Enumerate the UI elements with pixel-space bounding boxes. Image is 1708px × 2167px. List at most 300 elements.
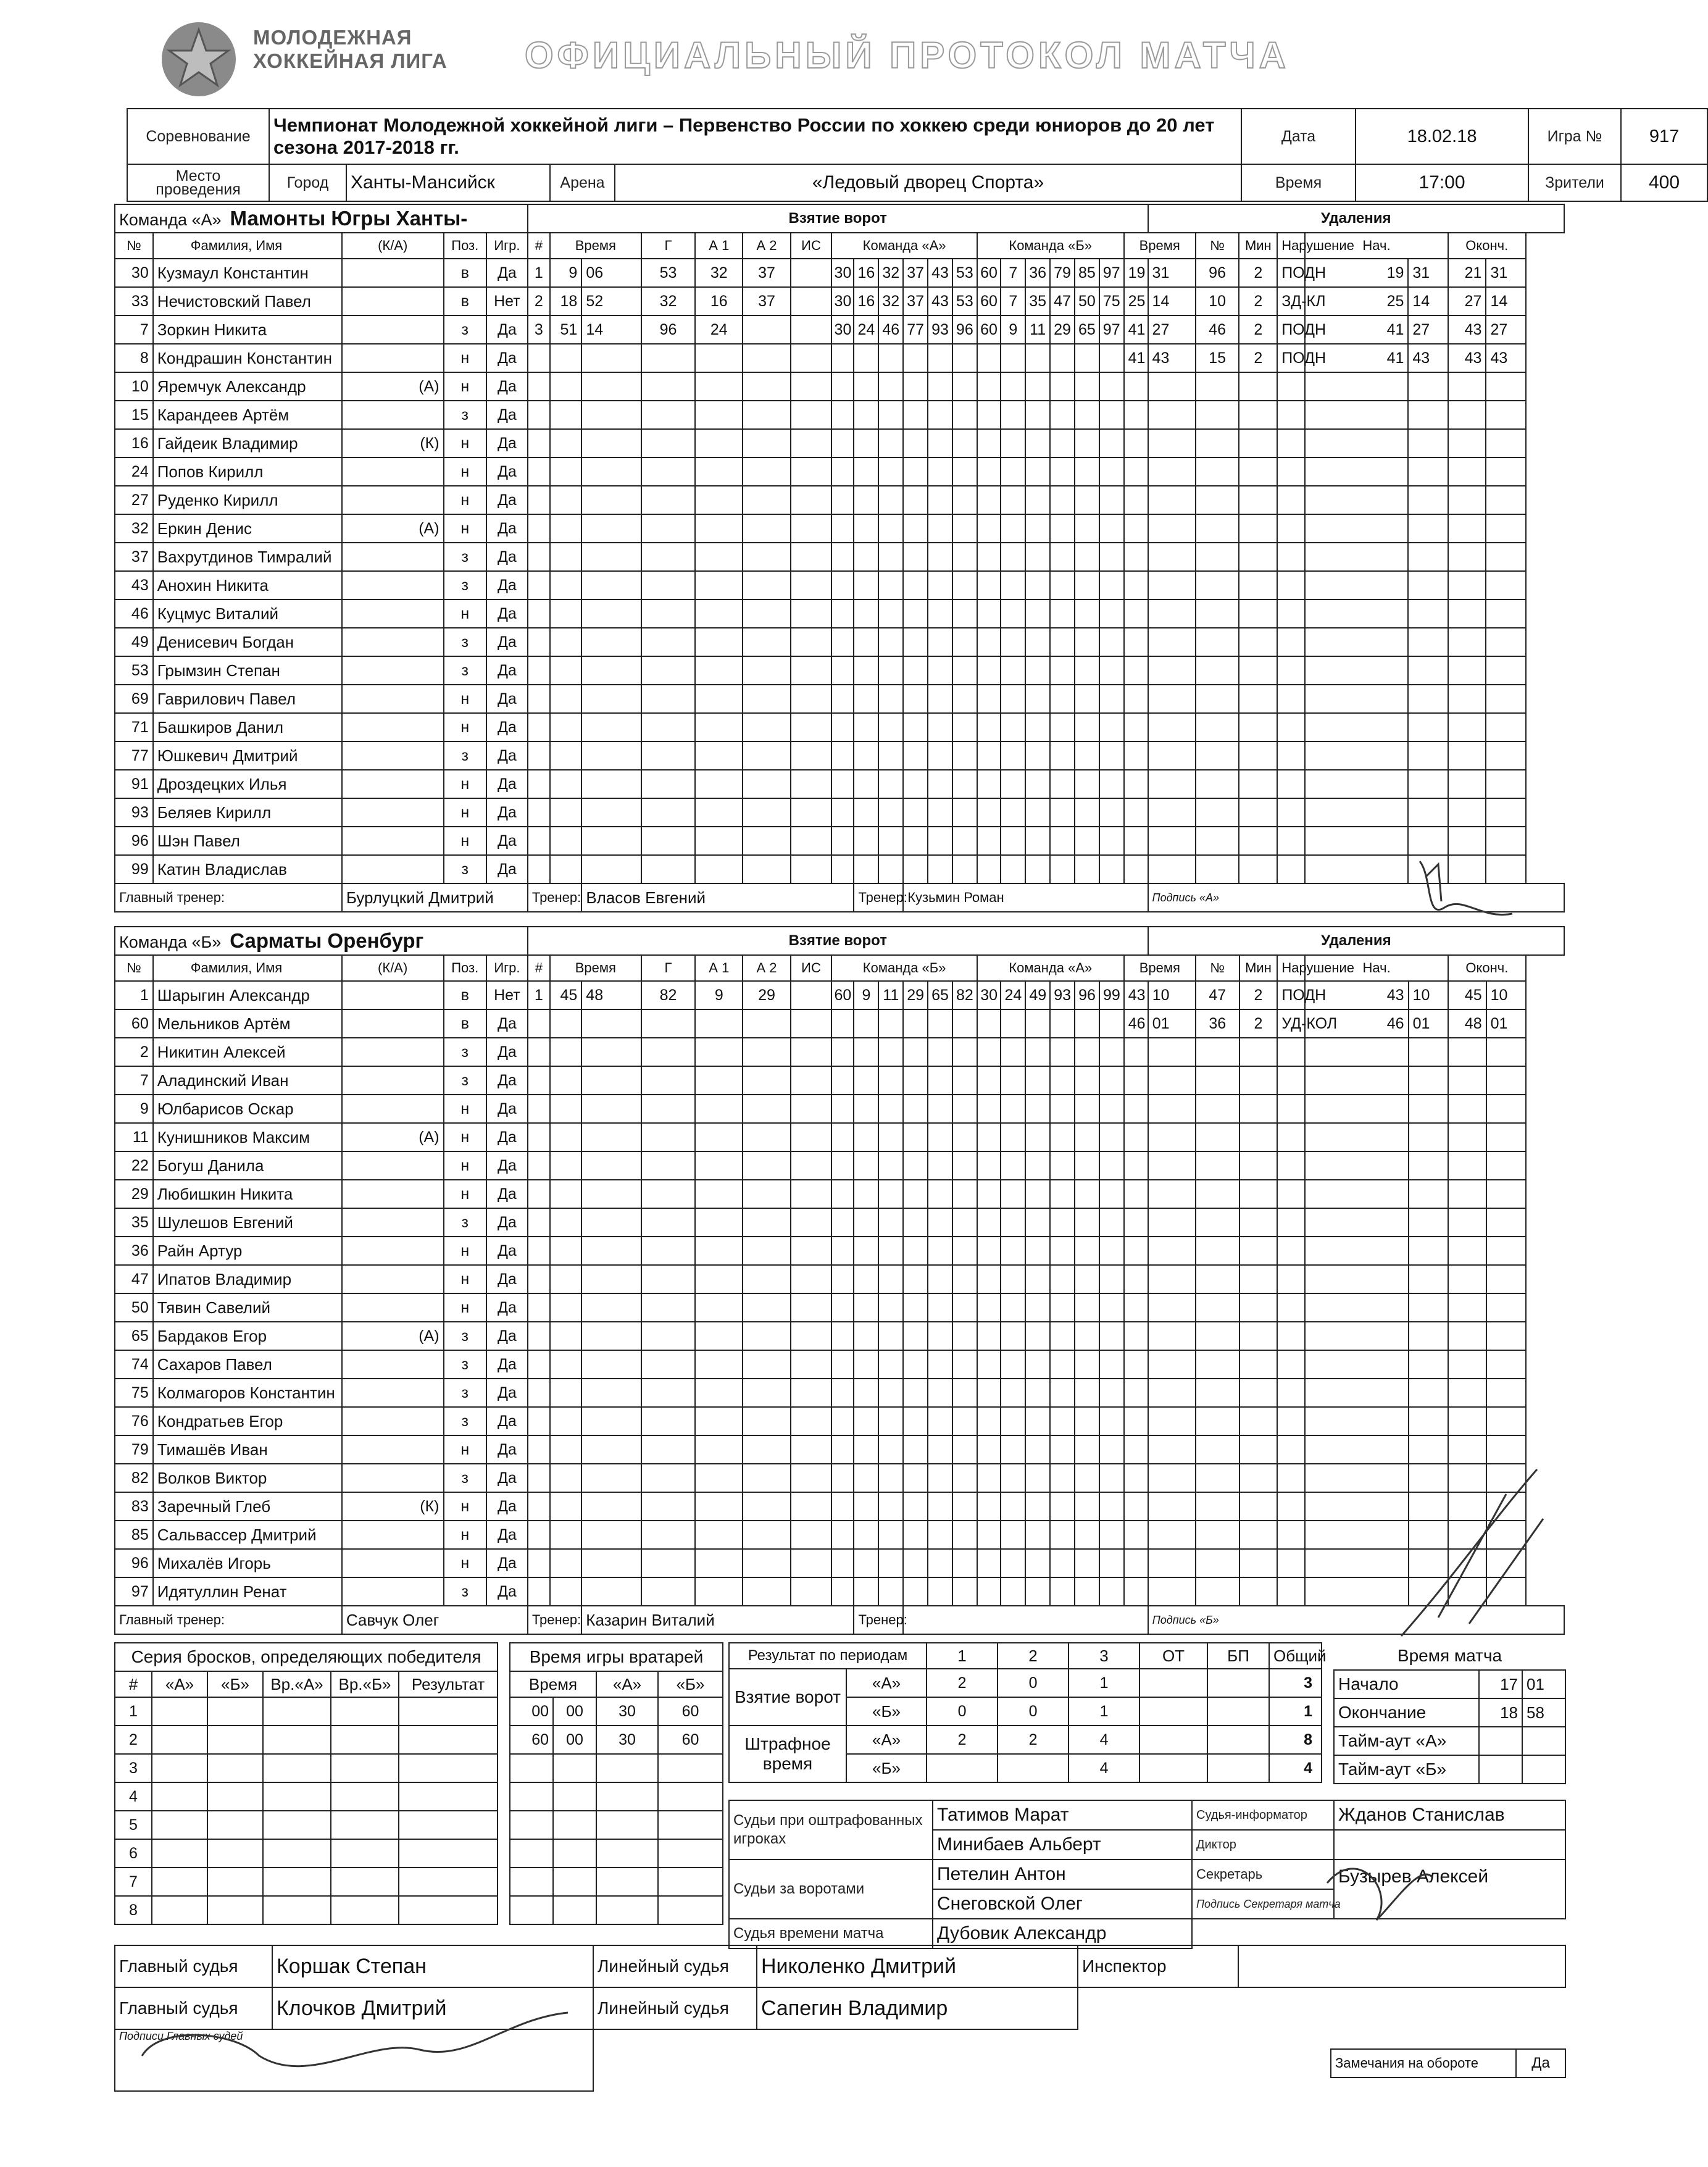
goalie-col-a: «А»: [596, 1671, 658, 1697]
period-col-header: Общий: [1269, 1643, 1322, 1669]
player-role: [342, 571, 444, 599]
player-position: н: [444, 1095, 486, 1123]
shootout-title: Серия бросков, определяющих победителя: [115, 1643, 498, 1671]
player-name: Кузмаул Константин: [153, 259, 342, 287]
coach-1-value: Власов Евгений: [581, 883, 854, 912]
shootout-row-number: 3: [115, 1754, 152, 1782]
secretary-signature-label: Подпись Секретаря матча: [1192, 1889, 1334, 1919]
shootout-col-header: «Б»: [207, 1671, 263, 1697]
venue-label: Место проведения: [127, 164, 269, 201]
player-position: з: [444, 1350, 486, 1379]
period-row: [729, 1726, 1322, 1754]
remarks-value: Да: [1516, 2049, 1565, 2077]
player-position: н: [444, 1492, 486, 1521]
player-position: н: [444, 770, 486, 798]
player-number: 96: [115, 827, 153, 855]
player-role: [342, 1549, 444, 1577]
head-coach-label: Главный тренер:: [115, 1606, 342, 1634]
player-name: Любишкин Никита: [153, 1180, 342, 1208]
period-row-label: Взятие ворот: [729, 1669, 846, 1726]
player-row: [115, 1435, 1564, 1464]
period-value: [927, 1754, 998, 1782]
period-row-label: Штрафное время: [729, 1726, 846, 1782]
player-role: [342, 401, 444, 429]
player-name: Шарыгин Александр: [153, 981, 342, 1009]
penalty-violation: ПОДН: [1277, 344, 1305, 372]
timeout-b-label: Тайм-аут «Б»: [1334, 1755, 1479, 1784]
goalie-time-table: [509, 1642, 723, 1925]
timeout-a-label: Тайм-аут «А»: [1334, 1727, 1479, 1755]
column-header: №: [115, 233, 153, 259]
player-name: Руденко Кирилл: [153, 486, 342, 514]
player-name: Катин Владислав: [153, 855, 342, 883]
penalty-start-second: 14: [1408, 287, 1448, 315]
player-name: Беляев Кирилл: [153, 798, 342, 827]
penalty-start-minute: 41: [1305, 315, 1408, 344]
period-value: [1207, 1726, 1269, 1754]
player-played: Да: [486, 798, 528, 827]
shootout-row: [115, 1896, 498, 1924]
shootout-row: [115, 1754, 498, 1782]
on-ice-player: 53: [952, 259, 977, 287]
shootout-col-header: Вр.«А»: [263, 1671, 331, 1697]
player-role: [342, 1180, 444, 1208]
penalty-violation: ПОДН: [1277, 315, 1305, 344]
player-played: Да: [486, 1350, 528, 1379]
goalie-second: 00: [553, 1697, 596, 1726]
goals-title: Взятие ворот: [528, 204, 1148, 233]
column-header: Команда «А»: [977, 955, 1124, 981]
period-col-header: 2: [998, 1643, 1069, 1669]
penalty-judges-label: Судьи при оштрафованных игроках: [729, 1800, 933, 1860]
player-role: (А): [342, 372, 444, 401]
player-role: [342, 599, 444, 628]
player-row: [115, 1293, 1564, 1322]
player-played: Да: [486, 429, 528, 457]
player-role: [342, 741, 444, 770]
player-position: в: [444, 259, 486, 287]
column-header: А 1: [695, 955, 743, 981]
goalie-row: [510, 1896, 723, 1924]
player-played: Да: [486, 741, 528, 770]
goalie-minute: 00: [510, 1697, 553, 1726]
player-position: н: [444, 1293, 486, 1322]
arena-label: Арена: [550, 164, 615, 201]
penalty-second: 31: [1148, 259, 1196, 287]
penalty-end-minute: 48: [1448, 1009, 1486, 1038]
goal-second: 48: [581, 981, 641, 1009]
match-end-label: Окончание: [1334, 1698, 1479, 1727]
player-name: Яремчук Александр: [153, 372, 342, 401]
on-ice-player: 37: [903, 259, 928, 287]
period-col-header: 3: [1069, 1643, 1139, 1669]
on-ice-player: 43: [928, 287, 952, 315]
player-role: (А): [342, 514, 444, 543]
penalty-violation: ПОДН: [1277, 981, 1305, 1009]
player-number: 69: [115, 685, 153, 713]
player-row: [115, 457, 1564, 486]
on-ice-player: 30: [831, 287, 854, 315]
penalties-title: Удаления: [1148, 927, 1564, 955]
player-row: [115, 713, 1564, 741]
period-value: [1207, 1697, 1269, 1726]
player-played: Да: [486, 1151, 528, 1180]
goal-scorer: 32: [641, 287, 695, 315]
period-value: [1139, 1669, 1207, 1697]
player-name: Сахаров Павел: [153, 1350, 342, 1379]
player-played: Да: [486, 1095, 528, 1123]
penalty-start-minute: 46: [1305, 1009, 1408, 1038]
player-row: [115, 1322, 1564, 1350]
city-label: Город: [269, 164, 346, 201]
match-time-title: Время матча: [1397, 1646, 1502, 1665]
player-role: [342, 1577, 444, 1606]
goal-assist-2: [743, 315, 790, 344]
goal-assist-2: 37: [743, 259, 790, 287]
penalty-start-minute: 43: [1305, 981, 1408, 1009]
goalie-row: [510, 1697, 723, 1726]
player-row: [115, 628, 1564, 656]
team-signature-label: Подпись «А»: [1148, 883, 1564, 912]
shootout-row-number: 6: [115, 1839, 152, 1868]
shootout-row: [115, 1782, 498, 1811]
player-position: н: [444, 1151, 486, 1180]
player-played: Да: [486, 543, 528, 571]
penalty-player: 36: [1196, 1009, 1239, 1038]
player-number: 75: [115, 1379, 153, 1407]
player-played: Да: [486, 827, 528, 855]
opp-on-ice-player: 60: [977, 287, 1001, 315]
player-number: 37: [115, 543, 153, 571]
player-number: 36: [115, 1237, 153, 1265]
player-role: [342, 685, 444, 713]
player-role: [342, 1464, 444, 1492]
goalie-col-b: «Б»: [658, 1671, 723, 1697]
goal-assist-2: 29: [743, 981, 790, 1009]
penalty-second: 27: [1148, 315, 1196, 344]
column-header: (К/А): [342, 233, 444, 259]
player-role: [342, 259, 444, 287]
player-name: Шулешов Евгений: [153, 1208, 342, 1237]
referee-signature-label: Подписи Главных судей: [115, 2029, 593, 2091]
player-played: Нет: [486, 981, 528, 1009]
player-played: Да: [486, 1379, 528, 1407]
column-header: А 1: [695, 233, 743, 259]
column-header: Команда «А»: [831, 233, 977, 259]
on-ice-player: 16: [854, 259, 878, 287]
shootout-col-header: «А»: [152, 1671, 207, 1697]
player-role: [342, 1379, 444, 1407]
column-header: Оконч.: [1448, 233, 1526, 259]
game-number-label: Игра №: [1528, 109, 1621, 164]
period-value: 4: [1269, 1754, 1322, 1782]
player-row: [115, 1237, 1564, 1265]
column-header: Игр.: [486, 955, 528, 981]
goalie-title: Время игры вратарей: [510, 1643, 723, 1671]
penalty-second: 43: [1148, 344, 1196, 372]
goal-minute: 9: [550, 259, 581, 287]
player-position: з: [444, 741, 486, 770]
player-number: 7: [115, 315, 153, 344]
remarks-table: [1330, 2048, 1566, 2078]
column-header: Мин: [1239, 955, 1278, 981]
match-start-minute: 01: [1522, 1670, 1565, 1698]
player-number: 96: [115, 1549, 153, 1577]
period-value: 1: [1069, 1697, 1139, 1726]
penalty-start-second: 27: [1408, 315, 1448, 344]
opp-on-ice-player: 30: [977, 981, 1001, 1009]
team-label: [115, 927, 444, 955]
opp-on-ice-player: 47: [1050, 287, 1075, 315]
player-position: н: [444, 514, 486, 543]
player-played: Да: [486, 628, 528, 656]
player-name: Тимашёв Иван: [153, 1435, 342, 1464]
player-number: 60: [115, 1009, 153, 1038]
column-header: А 2: [743, 233, 790, 259]
column-header: ИС: [791, 233, 832, 259]
goalie-col-time: Время: [510, 1671, 596, 1697]
column-header: Игр.: [486, 233, 528, 259]
column-header: Команда «Б»: [831, 955, 977, 981]
opp-on-ice-player: 65: [1075, 315, 1099, 344]
shootout-row: [115, 1726, 498, 1754]
player-position: н: [444, 1180, 486, 1208]
player-number: 7: [115, 1066, 153, 1095]
player-played: Да: [486, 1265, 528, 1293]
penalty-end-second: 14: [1486, 287, 1525, 315]
player-role: [342, 1066, 444, 1095]
shootout-row: [115, 1811, 498, 1839]
goal-judge-2: Снеговской Олег: [933, 1889, 1192, 1919]
player-role: [342, 1435, 444, 1464]
player-row: [115, 287, 1564, 315]
penalty-length: 2: [1239, 287, 1277, 315]
coach-2-value: [903, 1606, 1148, 1634]
player-row: [115, 401, 1564, 429]
player-number: 15: [115, 401, 153, 429]
player-name: Куцмус Виталий: [153, 599, 342, 628]
player-played: Да: [486, 855, 528, 883]
penalty-minute: 25: [1124, 287, 1148, 315]
player-name: Гайдеик Владимир: [153, 429, 342, 457]
date-value: 18.02.18: [1356, 109, 1528, 164]
player-role: [342, 1293, 444, 1322]
player-number: 43: [115, 571, 153, 599]
penalty-start-minute: 25: [1305, 287, 1408, 315]
player-position: з: [444, 1464, 486, 1492]
goal-scorer: 96: [641, 315, 695, 344]
shootout-row: [115, 1868, 498, 1896]
player-played: Да: [486, 457, 528, 486]
penalty-end-minute: 43: [1448, 315, 1486, 344]
timekeeper-value: Дубовик Александр: [933, 1919, 1192, 1948]
player-row: [115, 1492, 1564, 1521]
period-col-header: ОТ: [1139, 1643, 1207, 1669]
player-number: 11: [115, 1123, 153, 1151]
player-name: Зоркин Никита: [153, 315, 342, 344]
referees-table: [114, 1945, 1078, 2092]
player-played: Да: [486, 259, 528, 287]
coach-2-label: Тренер:: [854, 1606, 903, 1634]
column-header: Нарушение: [1277, 955, 1305, 981]
penalty-start-second: 10: [1409, 981, 1448, 1009]
inspector-label: Инспектор: [1078, 1945, 1238, 1987]
period-value: 8: [1269, 1726, 1322, 1754]
player-role: [342, 1151, 444, 1180]
goal-scorer: 82: [641, 981, 695, 1009]
shootout-row: [115, 1697, 498, 1726]
player-position: н: [444, 713, 486, 741]
player-number: 32: [115, 514, 153, 543]
penalty-minute: 43: [1124, 981, 1148, 1009]
goalie-minute: 60: [510, 1726, 553, 1754]
period-value: 3: [1269, 1669, 1322, 1697]
penalty-player: 96: [1196, 259, 1239, 287]
on-ice-player: 46: [878, 315, 903, 344]
period-value: 0: [998, 1697, 1069, 1726]
penalty-player: 47: [1196, 981, 1239, 1009]
player-role: [342, 1350, 444, 1379]
penalty-length: 2: [1239, 344, 1277, 372]
penalty-minute: 41: [1124, 344, 1148, 372]
player-position: з: [444, 1407, 486, 1435]
player-name: Сальвассер Дмитрий: [153, 1521, 342, 1549]
column-header: Г: [641, 955, 695, 981]
player-row: [115, 486, 1564, 514]
player-played: Да: [486, 344, 528, 372]
column-header: Поз.: [444, 955, 486, 981]
player-position: з: [444, 1208, 486, 1237]
player-name: Райн Артур: [153, 1237, 342, 1265]
shootout-section: [114, 1642, 497, 1935]
column-header: Нарушение: [1277, 233, 1305, 259]
period-value: 2: [998, 1726, 1069, 1754]
goalie-second: 00: [553, 1726, 596, 1754]
player-role: [342, 1009, 444, 1038]
opp-on-ice-player: 93: [1050, 981, 1075, 1009]
opp-on-ice-player: 35: [1025, 287, 1050, 315]
on-ice-player: 93: [928, 315, 952, 344]
on-ice-player: 82: [952, 981, 977, 1009]
player-name: Колмагоров Константин: [153, 1379, 342, 1407]
penalty-judge-2: Минибаев Альберт: [933, 1830, 1192, 1860]
on-ice-player: 77: [903, 315, 928, 344]
player-number: 79: [115, 1435, 153, 1464]
coach-1-value: Казарин Виталий: [581, 1606, 854, 1634]
on-ice-player: 37: [903, 287, 928, 315]
column-header: Время: [550, 233, 641, 259]
player-position: з: [444, 855, 486, 883]
player-name: Анохин Никита: [153, 571, 342, 599]
goalie-row: [510, 1839, 723, 1868]
player-role: (А): [342, 1322, 444, 1350]
period-value: 4: [1069, 1754, 1139, 1782]
player-number: 2: [115, 1038, 153, 1066]
player-number: 33: [115, 287, 153, 315]
shootout-row-number: 1: [115, 1697, 152, 1726]
player-role: (А): [342, 1123, 444, 1151]
secretary-label: Секретарь: [1192, 1860, 1334, 1889]
inspector-value: [1238, 1945, 1565, 1987]
goal-assist-1: 9: [695, 981, 743, 1009]
linesman-2-value: Сапегин Владимир: [757, 1987, 1078, 2029]
player-row: [115, 1123, 1564, 1151]
player-row: [115, 599, 1564, 628]
player-played: Да: [486, 1322, 528, 1350]
player-played: Да: [486, 685, 528, 713]
player-played: Да: [486, 599, 528, 628]
on-ice-player: 29: [903, 981, 928, 1009]
period-value: 0: [998, 1669, 1069, 1697]
team-name: Сарматы Оренбург: [230, 929, 424, 952]
opp-on-ice-player: 79: [1050, 259, 1075, 287]
period-side: «Б»: [846, 1697, 927, 1726]
player-position: з: [444, 628, 486, 656]
coach-1-label: Тренер:: [528, 1606, 581, 1634]
penalty-minute: 41: [1124, 315, 1148, 344]
goal-minute: 45: [550, 981, 581, 1009]
player-number: 9: [115, 1095, 153, 1123]
match-time-table: [1333, 1642, 1566, 1784]
shootout-row-number: 8: [115, 1896, 152, 1924]
period-value: [1139, 1697, 1207, 1726]
player-number: 65: [115, 1322, 153, 1350]
teamB-table: [114, 926, 1565, 1635]
goal-assist-1: 24: [695, 315, 743, 344]
player-role: [342, 1407, 444, 1435]
player-number: 99: [115, 855, 153, 883]
player-number: 22: [115, 1151, 153, 1180]
player-row: [115, 1549, 1564, 1577]
goalie-row: [510, 1782, 723, 1811]
team-name: Мамонты Югры Ханты-: [230, 207, 468, 230]
time-label: Время: [1241, 164, 1356, 201]
on-ice-player: 9: [854, 981, 878, 1009]
game-staff-table: [728, 1800, 1566, 1949]
penalty-violation: ЗД-КЛ: [1277, 287, 1305, 315]
player-position: з: [444, 401, 486, 429]
player-name: Юлбарисов Оскар: [153, 1095, 342, 1123]
team-signature-label: Подпись «Б»: [1148, 1606, 1564, 1634]
player-row: [115, 543, 1564, 571]
player-played: Да: [486, 1293, 528, 1322]
period-value: 2: [927, 1726, 998, 1754]
column-header: Г: [641, 233, 695, 259]
on-ice-player: 32: [878, 287, 903, 315]
column-header: №: [115, 955, 153, 981]
penalty-minute: 46: [1124, 1009, 1148, 1038]
head-coach-value: Савчук Олег: [342, 1606, 528, 1634]
goal-judges-label: Судьи за воротами: [729, 1860, 933, 1919]
secretary-value: Бузырев Алексей: [1334, 1860, 1565, 1919]
star-icon: [162, 22, 236, 96]
shootout-col-header: #: [115, 1671, 152, 1697]
penalty-end-second: 43: [1486, 344, 1525, 372]
player-number: 47: [115, 1265, 153, 1293]
player-position: н: [444, 457, 486, 486]
head-coach-value: Бурлуцкий Дмитрий: [342, 883, 528, 912]
on-ice-player: 60: [831, 981, 854, 1009]
player-played: Да: [486, 713, 528, 741]
player-number: 85: [115, 1521, 153, 1549]
column-header: №: [1196, 233, 1239, 259]
player-role: [342, 628, 444, 656]
player-row: [115, 827, 1564, 855]
on-ice-player: 24: [854, 315, 878, 344]
player-position: н: [444, 1549, 486, 1577]
player-role: [342, 770, 444, 798]
opp-on-ice-player: 85: [1075, 259, 1099, 287]
